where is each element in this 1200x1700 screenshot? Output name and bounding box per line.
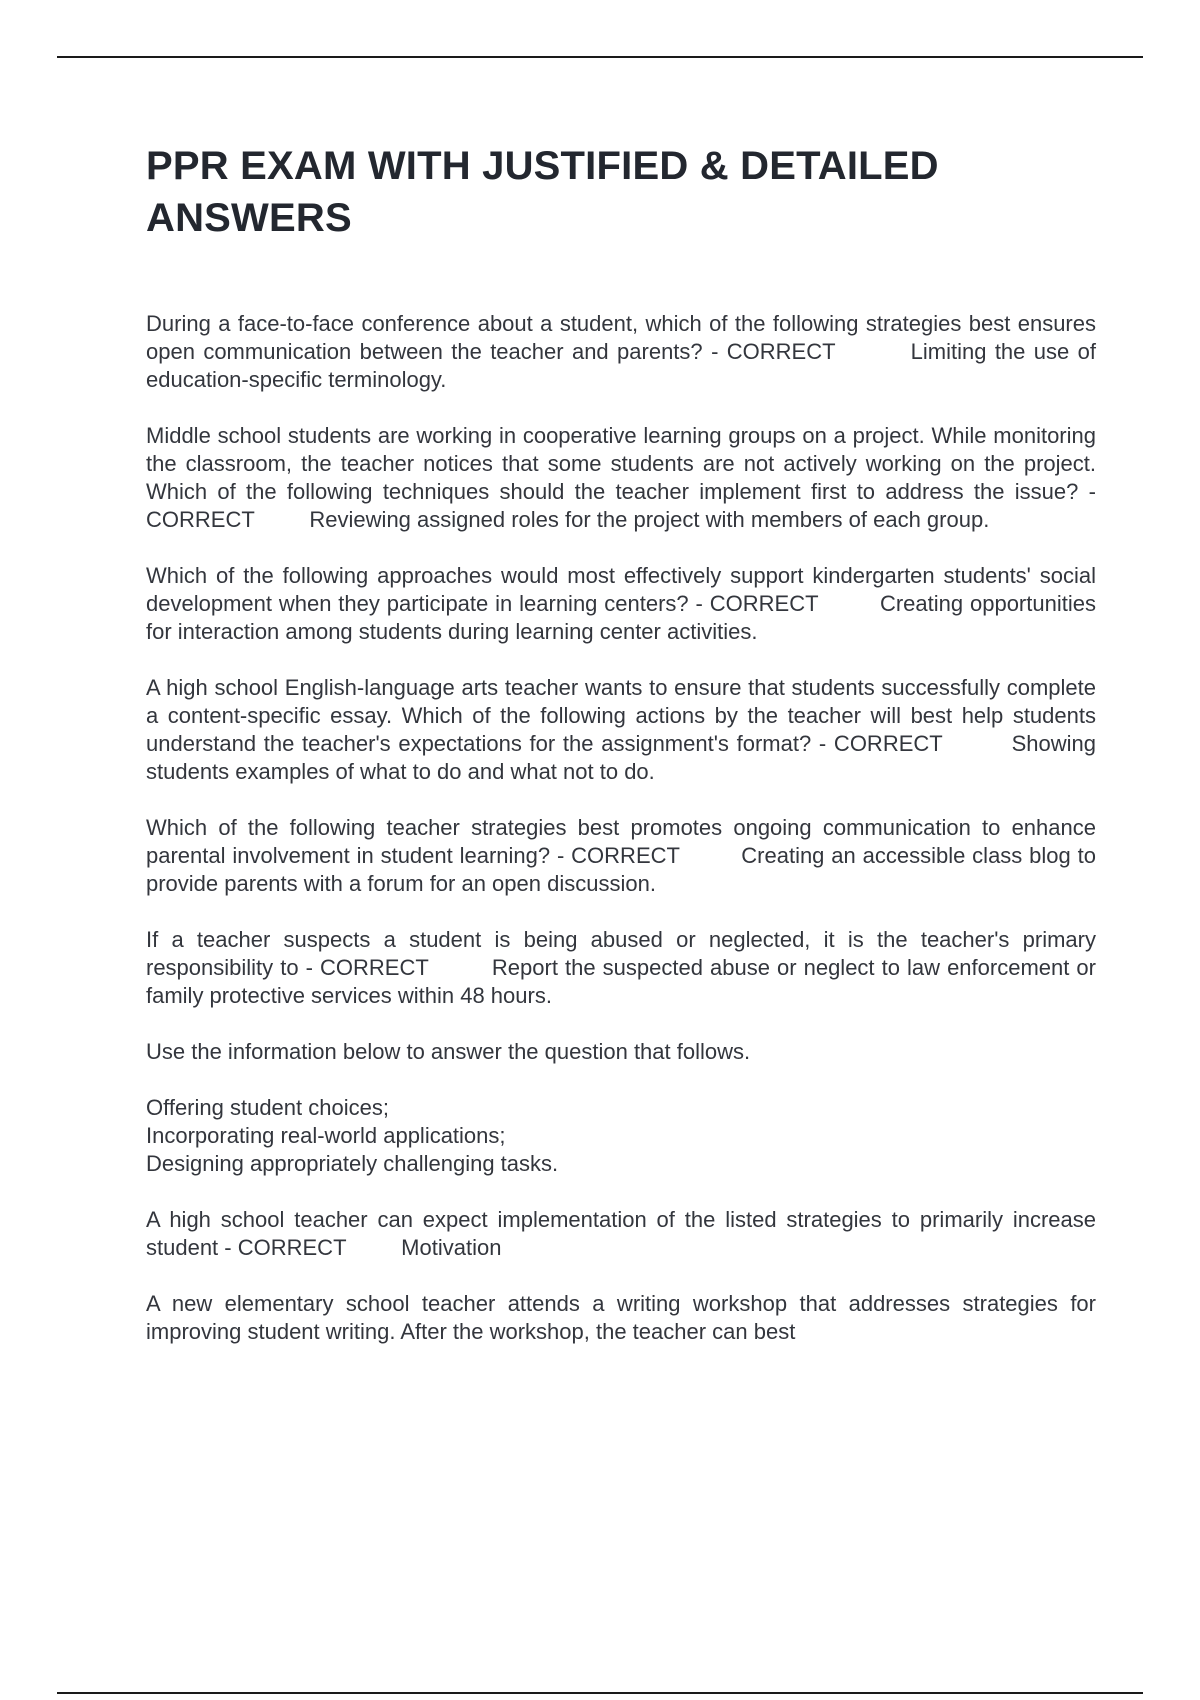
qa-item xyxy=(146,422,1096,534)
strategy-item: Designing appropriately challenging tasks. xyxy=(146,1151,559,1176)
bottom-rule xyxy=(57,1692,1143,1694)
qa-item xyxy=(146,310,1096,394)
correct-marker: - CORRECT xyxy=(305,955,429,980)
answer-text: Creating opportunities for interaction among students during learning center activities. xyxy=(146,591,1096,644)
qa-item xyxy=(146,1206,1096,1262)
question-text: Which of the following teacher strategies best promotes ongoing communication to enhance parental involvement in student learning? xyxy=(146,815,1096,868)
qa-item xyxy=(146,562,1096,646)
strategy-item: Offering student choices; xyxy=(146,1095,389,1120)
info-prompt: Use the information below to answer the question that follows. xyxy=(146,1039,751,1064)
correct-marker: - CORRECT xyxy=(711,339,836,364)
top-rule xyxy=(57,56,1143,58)
correct-marker: - CORRECT xyxy=(146,479,1096,532)
question-text: Which of the following approaches would most effectively support kindergarten students' social development when they participate in learning centers? xyxy=(146,563,1096,616)
partial-question: A new elementary school teacher attends a writing workshop that addresses strategies for improving student writing. After the workshop, the teacher can best xyxy=(146,1291,1096,1344)
document-body xyxy=(146,140,1096,1374)
question-text: A high school teacher can expect implementation of the listed strategies to primarily increase student xyxy=(146,1207,1096,1260)
correct-marker: - CORRECT xyxy=(224,1235,347,1260)
answer-text: Creating an accessible class blog to provide parents with a forum for an open discussion. xyxy=(146,843,1096,896)
strategy-list xyxy=(146,1094,1096,1178)
qa-item xyxy=(146,926,1096,1010)
answer-text: Reviewing assigned roles for the project with members of each group. xyxy=(309,507,990,532)
question-text: During a face-to-face conference about a student, which of the following strategies best ensures open communication between the teacher and parents? xyxy=(146,311,1096,364)
correct-marker: - CORRECT xyxy=(556,843,680,868)
correct-marker: - CORRECT xyxy=(818,731,943,756)
question-text: If a teacher suspects a student is being abused or neglected, it is the teacher's primary responsibility to xyxy=(146,927,1096,980)
question-text: Middle school students are working in cooperative learning groups on a project. While monitoring the classroom, the teacher notices that some students are not actively working on the project. Which of the following techniques should the teacher implement first to address the issue? xyxy=(146,423,1096,504)
question-text: A high school English-language arts teacher wants to ensure that students successfully complete a content-specific essay. Which of the following actions by the teacher will best help students understand the teacher's expectations for the assignment's format? xyxy=(146,675,1096,756)
correct-marker: - CORRECT xyxy=(695,591,819,616)
strategy-item: Incorporating real-world applications; xyxy=(146,1123,506,1148)
document-title: PPR EXAM WITH JUSTIFIED & DETAILED ANSWERS xyxy=(146,144,939,240)
answer-text: Motivation xyxy=(401,1235,502,1260)
qa-item xyxy=(146,674,1096,786)
qa-item xyxy=(146,814,1096,898)
answer-text: Showing students examples of what to do and what not to do. xyxy=(146,731,1096,784)
answer-text: Report the suspected abuse or neglect to law enforcement or family protective services within 48 hours. xyxy=(146,955,1096,1008)
answer-text: Limiting the use of education-specific terminology. xyxy=(146,339,1096,392)
